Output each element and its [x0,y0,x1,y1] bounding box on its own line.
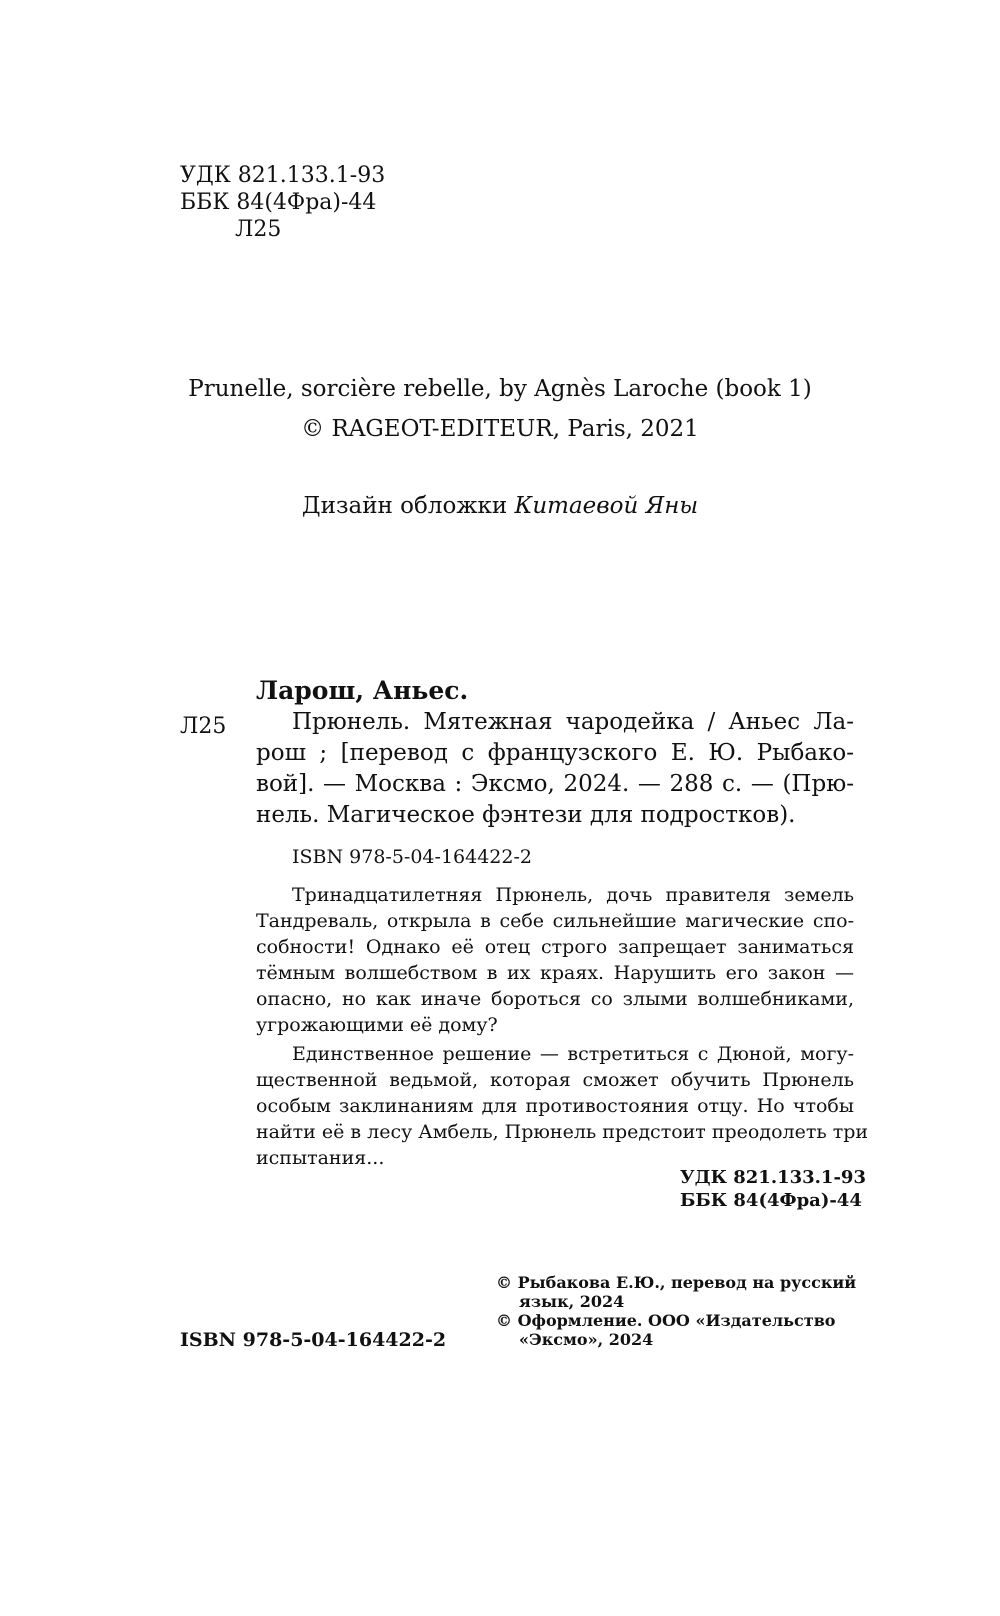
original-title-line: Prunelle, sorcière rebelle, by Agnès Laroche (book 1) [188,376,812,402]
design-copyright: © Оформление. ООО «Издательство [496,1311,836,1330]
biblio-line: нель. Магическое фэнтези для подростков). [256,802,796,828]
udk-code: УДК 821.133.1-93 [180,163,386,188]
isbn-bold: ISBN 978-5-04-164422-2 [180,1329,447,1351]
annotation-line: собности! Однако её отец строго запрещает заниматься [256,936,854,958]
record-author-mark: Л25 [180,714,227,739]
cover-design-label: Дизайн обложки [301,493,508,519]
annotation-line: найти её в лесу Амбель, Прюнель предстоит преодолеть три [256,1121,869,1143]
annotation-line: Тандреваль, открыла в себе сильнейшие магические спо- [256,910,854,932]
annotation-line: особым заклинаниям для противостояния отцу. Но чтобы [256,1095,854,1117]
annotation-line: Тринадцатилетняя Прюнель, дочь правителя земель [292,884,854,906]
bbk-code: ББК 84(4Фра)-44 [180,190,377,215]
annotation-line: тёмным волшебством в их краях. Нарушить его закон — [256,962,854,984]
annotation-line: опасно, но как иначе бороться со злыми волшебниками, [256,988,854,1010]
biblio-line: вой]. — Москва : Эксмо, 2024. — 288 с. — (Прю- [256,771,854,797]
annotation-line: угрожающими её дому? [256,1014,498,1036]
annotation-line: щественной ведьмой, которая сможет обучить Прюнель [256,1069,854,1091]
cover-design-credit [0,493,1000,519]
translation-copyright: © Рыбакова Е.Ю., перевод на русский [496,1273,857,1292]
cover-designer-name: Китаевой Яны [514,493,699,519]
original-copyright-line: © RAGEOT-EDITEUR, Paris, 2021 [301,416,699,442]
record-isbn: ISBN 978-5-04-164422-2 [292,846,532,868]
translation-copyright-cont: язык, 2024 [519,1292,625,1311]
biblio-line: Прюнель. Мятежная чародейка / Аньес Ла- [292,709,854,735]
record-author: Ларош, Аньес. [256,676,469,705]
annotation-line: испытания... [256,1147,385,1169]
design-copyright-cont: «Эксмо», 2024 [519,1330,654,1349]
classification-codes-bottom [680,1166,866,1212]
annotation-paragraph-2 [256,1041,869,1171]
classification-codes-top [180,162,385,243]
biblio-line: рош ; [перевод с французского Е. Ю. Рыбако- [256,740,854,766]
author-mark: Л25 [235,217,282,242]
annotation-paragraph-1 [256,882,854,1038]
bibliographic-description [256,707,854,831]
annotation-line: Единственное решение — встретиться с Дюной, могу- [292,1043,854,1065]
udk-code-bold: УДК 821.133.1-93 [680,1167,866,1188]
copyright-notices [496,1273,856,1349]
bbk-code-bold: ББК 84(4Фра)-44 [680,1190,862,1211]
